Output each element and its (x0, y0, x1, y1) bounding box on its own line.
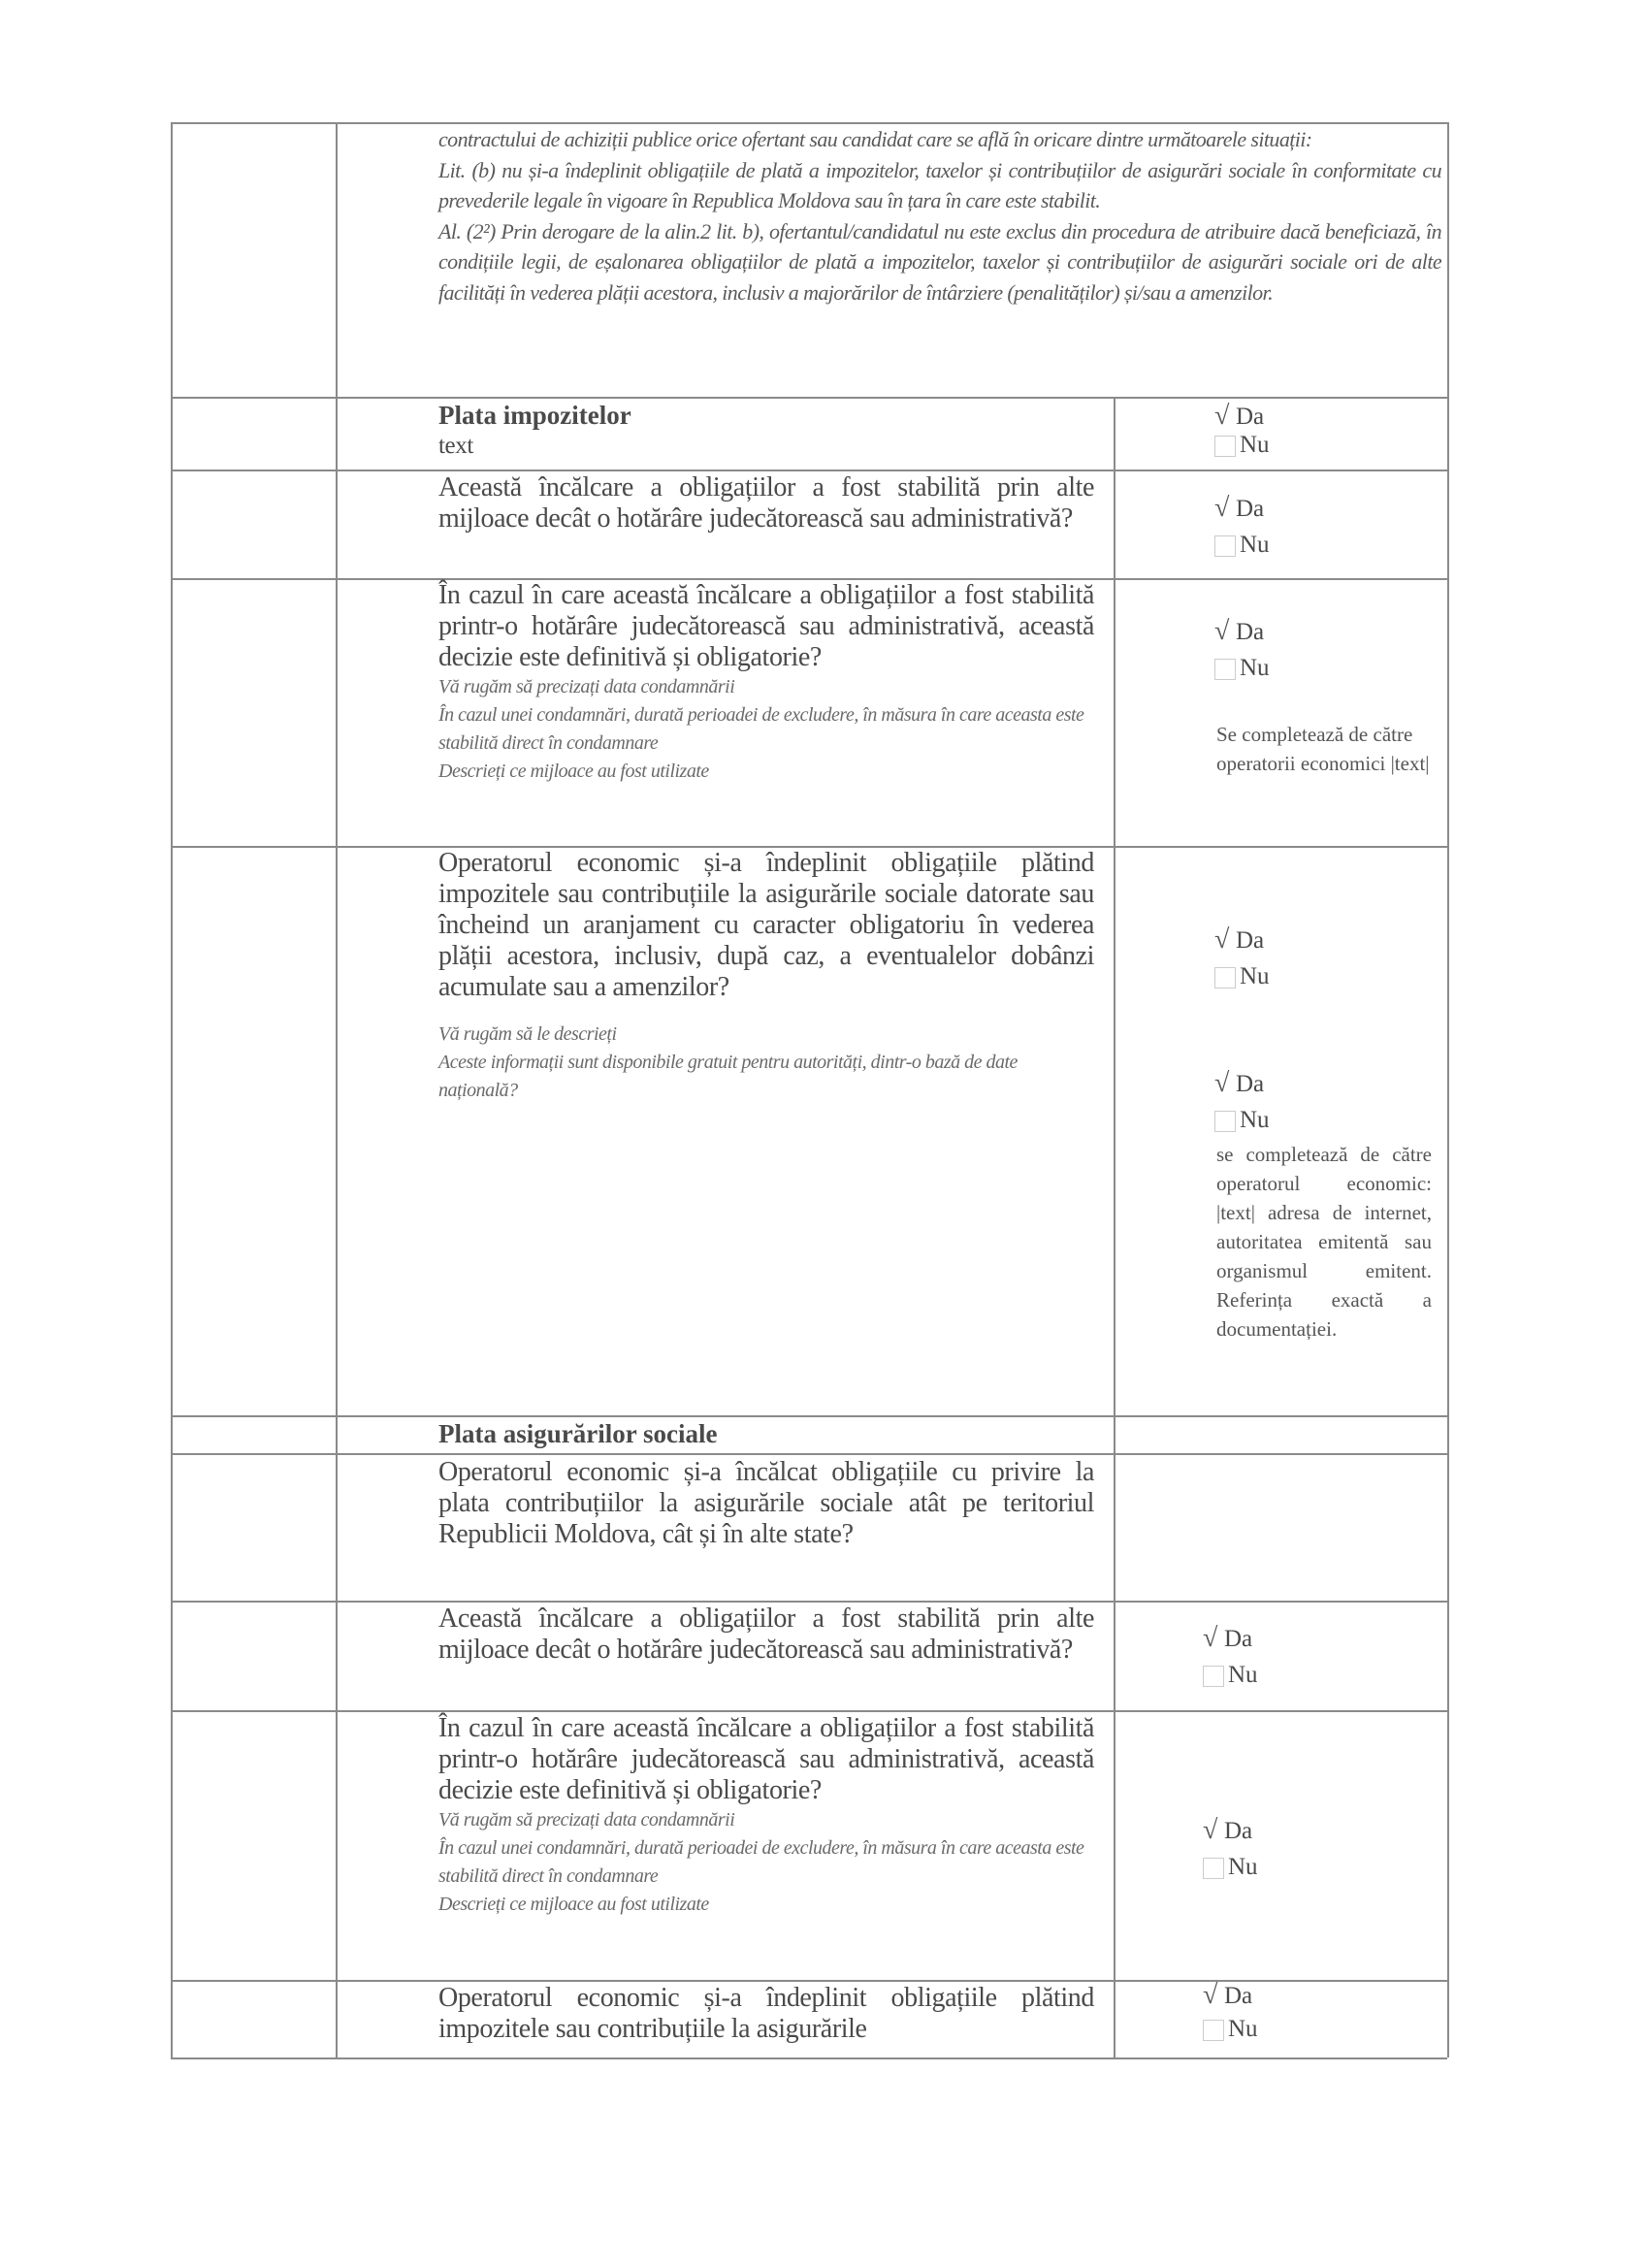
checkbox-no[interactable] (1214, 1111, 1236, 1132)
note: Aceste informații sunt disponibile gratuit pentru autorități, dintr-o bază de date națională? (438, 1052, 1018, 1101)
completion-note: Se completează de către operatorii economici |text| (1216, 723, 1430, 775)
note: În cazul unei condamnări, durată perioadei de excludere, în măsura în care aceasta este stabilită direct în condamnare (438, 704, 1084, 754)
question: Operatorul economic și-a încălcat obligațiile cu privire la plata contribuțiilor la asigurările sociale atât pe teritoriul Republicii Moldova, cât și în alte state? (438, 1457, 1094, 1549)
option-yes[interactable]: Da (1236, 404, 1265, 430)
option-no[interactable]: Nu (1240, 1107, 1270, 1133)
check-mark-icon: √ (1203, 1623, 1218, 1653)
note: Descrieți ce mijloace au fost utilizate (438, 1894, 709, 1915)
note: Vă rugăm să precizați data condamnării (438, 1809, 735, 1831)
checkbox-no[interactable] (1214, 535, 1236, 557)
checkbox-no[interactable] (1214, 967, 1236, 988)
checkbox-no[interactable] (1214, 436, 1236, 457)
answer-group[interactable] (1214, 1065, 1270, 1138)
option-yes[interactable]: Da (1236, 927, 1265, 954)
answer-group[interactable] (1214, 490, 1270, 563)
question: Operatorul economic și-a îndeplinit obligațiile plătind impozitele sau contribuțiile la asigurările (438, 1983, 1094, 2044)
answer-group[interactable] (1203, 1620, 1258, 1693)
option-no[interactable]: Nu (1240, 655, 1270, 681)
intro-line: Al. (2²) Prin derogare de la alin.2 lit. b), ofertantul/candidatul nu este exclus din procedura de atribuire dacă beneficiază, în condițiile legii, de eșalonarea obligațiilor de plată a impozitelor, taxelor și contribuțiilor de asigurări sociale ori de alte facilități în vederea plății acestora, inclusiv a majorărilor de întârziere (penalităților) și/sau a amenzilor. (438, 218, 1441, 305)
note: Vă rugăm să precizați data condamnării (438, 676, 735, 697)
option-no[interactable]: Nu (1228, 1662, 1258, 1688)
checkbox-no[interactable] (1203, 2020, 1224, 2041)
option-yes[interactable]: Da (1236, 1071, 1265, 1097)
answer-group[interactable] (1203, 1979, 1258, 2046)
check-mark-icon: √ (1214, 616, 1230, 646)
check-mark-icon: √ (1203, 1980, 1218, 2010)
question: În cazul în care această încălcare a obligațiilor a fost stabilită printr-o hotărâre judecătorească sau administrativă, această decizie este definitivă și obligatorie? (438, 580, 1094, 672)
checkbox-no[interactable] (1203, 1858, 1224, 1879)
question: În cazul în care această încălcare a obligațiilor a fost stabilită printr-o hotărâre judecătorească sau administrativă, această decizie este definitivă și obligatorie? (438, 1713, 1094, 1805)
question: Operatorul economic și-a îndeplinit obligațiile plătind impozitele sau contribuțiile la asigurările sociale datorate sau încheind un aranjament cu caracter obligatoriu în vederea plății acestora, inclusiv, după caz, a eventualelor dobânzi acumulate sau a amenzilor? (438, 848, 1094, 1002)
note: În cazul unei condamnări, durată perioadei de excludere, în măsura în care aceasta este stabilită direct în condamnare (438, 1837, 1084, 1887)
option-no[interactable]: Nu (1240, 963, 1270, 989)
option-yes[interactable]: Da (1236, 619, 1265, 645)
answer-group[interactable] (1214, 613, 1270, 686)
check-mark-icon: √ (1214, 1068, 1230, 1098)
question: Această încălcare a obligațiilor a fost stabilită prin alte mijloace decât o hotărâre judecătorească sau administrativă? (438, 1604, 1094, 1665)
option-no[interactable]: Nu (1228, 2016, 1258, 2042)
option-yes[interactable]: Da (1224, 1626, 1253, 1652)
checkbox-no[interactable] (1214, 659, 1236, 680)
option-no[interactable]: Nu (1228, 1854, 1258, 1880)
completion-note: se completează de către operatorul economic: |text| adresa de internet, autoritatea emitentă sau organismul emitent. Referința exactă a documentației. (1216, 1143, 1432, 1341)
check-mark-icon: √ (1203, 1815, 1218, 1845)
legal-intro (438, 124, 1441, 308)
check-mark-icon: √ (1214, 401, 1230, 431)
check-mark-icon: √ (1214, 924, 1230, 955)
note: Vă rugăm să le descrieți (438, 1023, 617, 1045)
section-title: Plata asigurărilor sociale (438, 1419, 718, 1448)
question: Această încălcare a obligațiilor a fost stabilită prin alte mijloace decât o hotărâre judecătorească sau administrativă? (438, 472, 1094, 534)
check-mark-icon: √ (1214, 493, 1230, 523)
option-yes[interactable]: Da (1224, 1818, 1253, 1844)
option-no[interactable]: Nu (1240, 532, 1270, 558)
option-yes[interactable]: Da (1236, 496, 1265, 522)
option-yes[interactable]: Da (1224, 1983, 1253, 2009)
section-subtext: text (438, 433, 473, 459)
option-no[interactable]: Nu (1240, 432, 1270, 458)
checkbox-no[interactable] (1203, 1666, 1224, 1687)
answer-group[interactable] (1214, 398, 1270, 463)
intro-line: contractului de achiziții publice orice ofertant sau candidat care se află în oricare dintre următoarele situații: (438, 127, 1312, 151)
section-title: Plata impozitelor (438, 401, 631, 430)
note: Descrieți ce mijloace au fost utilizate (438, 761, 709, 782)
answer-group[interactable] (1214, 922, 1270, 994)
intro-line: Lit. (b) nu și-a îndeplinit obligațiile de plată a impozitelor, taxelor și contribuțiilor de asigurări sociale în conformitate cu prevederile legale în vigoare în Republica Moldova sau în țara în care este stabilit. (438, 157, 1441, 212)
answer-group[interactable] (1203, 1812, 1258, 1885)
